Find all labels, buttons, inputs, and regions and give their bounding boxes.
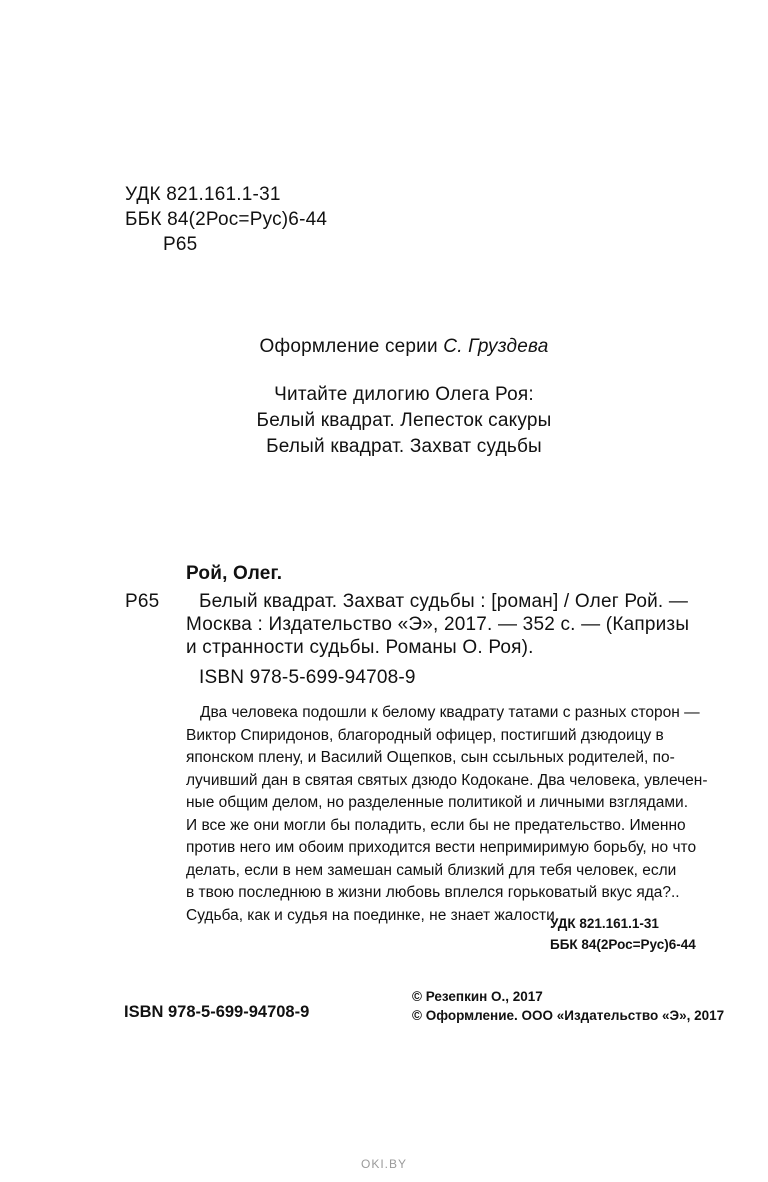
annotation-line: лучивший дан в святая святых дзюдо Кодокане. Два человека, увлечен- (186, 771, 708, 789)
annotation-line: И все же они могли бы поладить, если бы не предательство. Именно (186, 816, 686, 834)
annotation-line: Судьба, как и судья на поединке, не знает жалости. (186, 906, 560, 924)
annotation-line: японском плену, и Василий Ощепков, сын ссыльных родителей, по- (186, 749, 675, 766)
catalog-isbn: ISBN 978-5-699-94708-9 (199, 667, 416, 688)
footer-udk: УДК 821.161.1-31 (550, 916, 659, 931)
annotation-line: в твою последнюю в жизни любовь вплелся горьковатый вкус яда?.. (186, 884, 680, 901)
catalog-line-1: Белый квадрат. Захват судьбы : [роман] / Олег Рой. — (199, 591, 689, 612)
dilogy-intro: Читайте дилогию Олега Роя: (274, 384, 534, 405)
series-designer: С. Груздева (443, 336, 549, 357)
annotation (186, 702, 708, 927)
watermark: OKI.BY (360, 1157, 407, 1171)
annotation-line: против него им обоим приходится вести непримиримую борьбу, но что (186, 839, 697, 856)
catalog-mark: Р65 (125, 591, 160, 612)
annotation-line: делать, если в нем замешан самый близкий для тебя человек, если (186, 861, 677, 879)
series-design-label: Оформление серии (259, 336, 438, 357)
udk-code: УДК 821.161.1-31 (125, 184, 281, 205)
bottom-isbn: ISBN 978-5-699-94708-9 (124, 1003, 310, 1021)
catalog-line-2: Москва : Издательство «Э», 2017. — 352 с. — (Капризы (186, 614, 690, 635)
catalog-author: Рой, Олег. (186, 563, 283, 584)
author-mark: Р65 (163, 234, 198, 255)
dilogy-book-1: Белый квадрат. Лепесток сакуры (256, 410, 552, 431)
catalog-line-3: и странности судьбы. Романы О. Роя). (186, 637, 534, 658)
annotation-line: ные общим делом, но разделенные политикой и личными взглядами. (186, 794, 689, 811)
annotation-line: Два человека подошли к белому квадрату татами с разных сторон — (200, 704, 700, 721)
copyright-design: © Оформление. ООО «Издательство «Э», 2017 (412, 1008, 725, 1023)
annotation-line: Виктор Спиридонов, благородный офицер, постигший дзюдоицу в (186, 726, 664, 744)
series-design (0, 336, 768, 358)
dilogy-book-2: Белый квадрат. Захват судьбы (266, 436, 542, 457)
bbk-code: ББК 84(2Рос=Рус)6-44 (125, 209, 328, 230)
footer-bbk: ББК 84(2Рос=Рус)6-44 (550, 937, 696, 952)
copyright-author: © Резепкин О., 2017 (412, 989, 543, 1004)
